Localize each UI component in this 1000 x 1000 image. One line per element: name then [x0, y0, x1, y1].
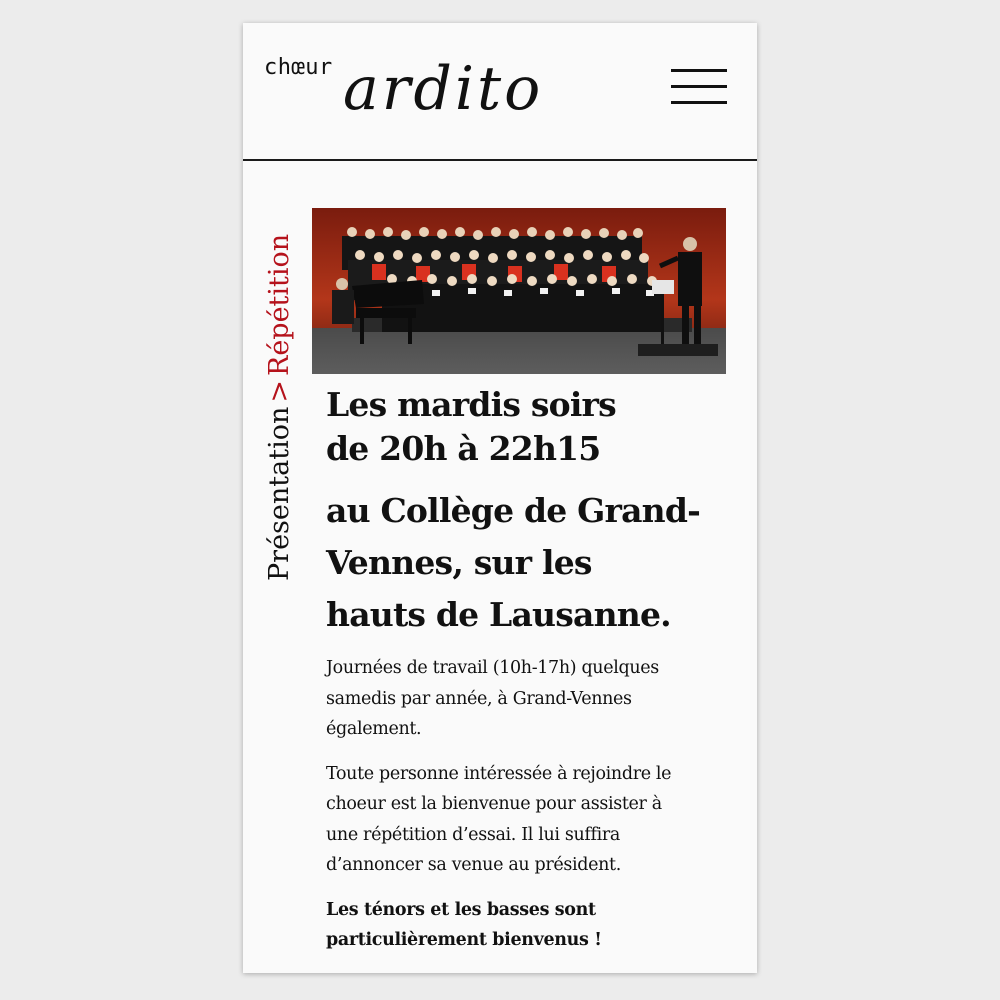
tenors-basses-welcome-paragraph	[326, 895, 736, 956]
logo-text-ardito: ardito	[343, 54, 544, 124]
title-line: Les mardis soirs	[326, 385, 616, 424]
paragraph-line: également.	[326, 719, 422, 739]
paragraph-line: samedis par année, à Grand-Vennes	[326, 688, 632, 709]
workdays-paragraph	[326, 653, 736, 745]
paragraph-line: Toute personne intéressée à rejoindre le	[326, 763, 672, 784]
menu-bar	[671, 85, 727, 88]
choir-concert-photo	[312, 208, 726, 374]
breadcrumb	[263, 201, 297, 581]
paragraph-line: choeur est la bienvenue pour assister à	[326, 794, 662, 814]
choir-photo-illustration	[312, 208, 726, 374]
paragraph-line: une répétition d’essai. Il lui suffira	[326, 824, 621, 845]
title-line: de 20h à 22h15	[326, 429, 601, 468]
breadcrumb-separator: >	[264, 380, 295, 403]
main-content	[326, 383, 736, 956]
menu-bar	[671, 69, 727, 72]
rehearsal-schedule-title	[326, 383, 736, 471]
subtitle-line: au Collège de Grand-	[326, 491, 701, 530]
breadcrumb-presentation-link[interactable]: Présentation	[264, 406, 295, 581]
trial-rehearsal-paragraph	[326, 759, 736, 881]
paragraph-line: particulièrement bienvenus !	[326, 930, 602, 950]
menu-bar	[671, 101, 727, 104]
subtitle-line: hauts de Lausanne.	[326, 595, 671, 634]
paragraph-line: Les ténors et les basses sont	[326, 899, 596, 920]
paragraph-line: d’annoncer sa venue au président.	[326, 855, 621, 875]
mobile-page	[243, 23, 757, 973]
breadcrumb-current-repetition: Répétition	[264, 233, 295, 377]
site-header	[243, 23, 757, 161]
logo-text-choeur: chœur	[264, 55, 333, 80]
subtitle-line: Vennes, sur les	[326, 543, 592, 582]
hamburger-menu-icon[interactable]	[671, 69, 727, 105]
rehearsal-location-subtitle	[326, 485, 736, 641]
paragraph-line: Journées de travail (10h-17h) quelques	[326, 658, 659, 678]
